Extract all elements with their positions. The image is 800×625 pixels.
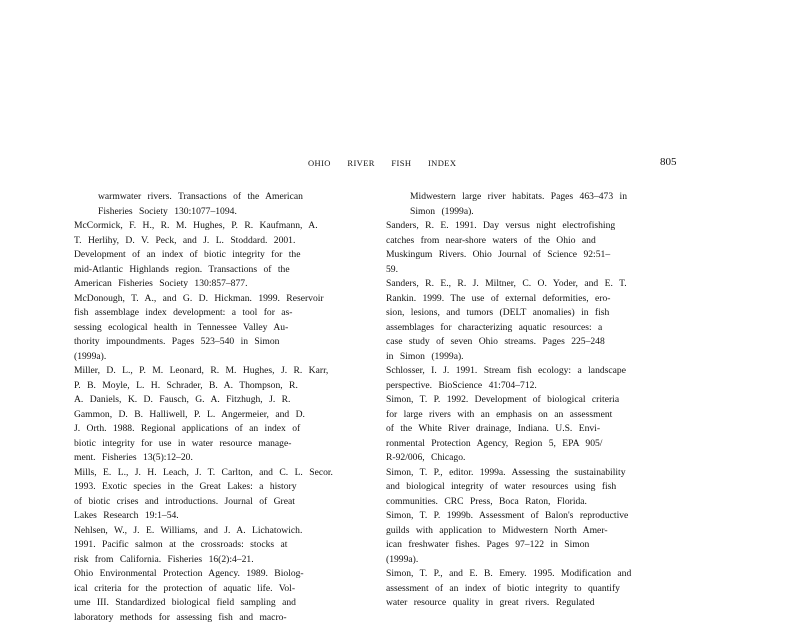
reference-line: for large rivers with an emphasis on an assessment — [410, 408, 662, 423]
reference-line: Simon, T. P. 1999b. Assessment of Balon's reproductive — [410, 509, 662, 524]
reference-line: ume III. Standardized biological field sampling and — [98, 596, 350, 611]
reference-line: (1999a). — [98, 350, 350, 365]
reference-entry — [386, 277, 662, 364]
reference-line: Miller, D. L., P. M. Leonard, R. M. Hughes, J. R. Karr, — [98, 364, 350, 379]
reference-line: McDonough, T. A., and G. D. Hickman. 1999. Reservoir — [98, 292, 350, 307]
reference-entry — [386, 364, 662, 393]
reference-line: 1991. Pacific salmon at the crossroads: stocks at — [98, 538, 350, 553]
reference-line: Schlosser, I. J. 1991. Stream fish ecology: a landscape — [410, 364, 662, 379]
reference-line: J. Orth. 1988. Regional applications of an index of — [98, 422, 350, 437]
reference-line: P. B. Moyle, L. H. Schrader, B. A. Thompson, R. — [98, 379, 350, 394]
reference-line: Simon, T. P., editor. 1999a. Assessing the sustainability — [410, 466, 662, 481]
reference-line: Sanders, R. E., R. J. Miltner, C. O. Yoder, and E. T. — [410, 277, 662, 292]
reference-line: Simon (1999a). — [410, 205, 662, 220]
reference-line: Simon, T. P., and E. B. Emery. 1995. Modification and — [410, 567, 662, 582]
reference-entry — [74, 567, 350, 625]
reference-line: water resource quality in great rivers. Regulated — [410, 596, 662, 611]
reference-entry — [74, 190, 350, 219]
reference-line: fish assemblage index development: a tool for as- — [98, 306, 350, 321]
reference-entry — [74, 466, 350, 524]
reference-line: 1993. Exotic species in the Great Lakes: a history — [98, 480, 350, 495]
reference-line: communities. CRC Press, Boca Raton, Florida. — [410, 495, 662, 510]
reference-line: guilds with application to Midwestern North Amer- — [410, 524, 662, 539]
page-number: 805 — [660, 156, 677, 168]
reference-line: R-92/006, Chicago. — [410, 451, 662, 466]
reference-line: Muskingum Rivers. Ohio Journal of Science 92:51– — [410, 248, 662, 263]
reference-entry — [386, 466, 662, 510]
reference-line: in Simon (1999a). — [410, 350, 662, 365]
reference-entry — [386, 393, 662, 466]
reference-line: 59. — [410, 263, 662, 278]
reference-line: Development of an index of biotic integrity for the — [98, 248, 350, 263]
reference-line: Lakes Research 19:1–54. — [98, 509, 350, 524]
references-right-column — [386, 190, 662, 611]
reference-line: (1999a). — [410, 553, 662, 568]
running-head: OHIO RIVER FISH INDEX — [308, 158, 456, 168]
reference-entry — [74, 219, 350, 292]
reference-line: Simon, T. P. 1992. Development of biological criteria — [410, 393, 662, 408]
reference-line: American Fisheries Society 130:857–877. — [98, 277, 350, 292]
reference-line: sessing ecological health in Tennessee Valley Au- — [98, 321, 350, 336]
reference-line: assessment of an index of biotic integrity to quantify — [410, 582, 662, 597]
reference-line: biotic integrity for use in water resource manage- — [98, 437, 350, 452]
reference-line: Rankin. 1999. The use of external deformities, ero- — [410, 292, 662, 307]
reference-line: Mills, E. L., J. H. Leach, J. T. Carlton, and C. L. Secor. — [98, 466, 350, 481]
reference-line: perspective. BioScience 41:704–712. — [410, 379, 662, 394]
reference-line: Fisheries Society 130:1077–1094. — [98, 205, 350, 220]
reference-entry — [386, 219, 662, 277]
references-left-column — [74, 190, 350, 625]
reference-line: Sanders, R. E. 1991. Day versus night electrofishing — [410, 219, 662, 234]
reference-line: laboratory methods for assessing fish and macro- — [98, 611, 350, 625]
reference-line: of the White River drainage, Indiana. U.S. Envi- — [410, 422, 662, 437]
reference-entry — [386, 509, 662, 567]
reference-line: assemblages for characterizing aquatic resources: a — [410, 321, 662, 336]
reference-line: case study of seven Ohio streams. Pages 225–248 — [410, 335, 662, 350]
reference-line: T. Herlihy, D. V. Peck, and J. L. Stoddard. 2001. — [98, 234, 350, 249]
reference-line: warmwater rivers. Transactions of the American — [98, 190, 350, 205]
reference-line: ronmental Protection Agency, Region 5, EPA 905/ — [410, 437, 662, 452]
reference-entry — [386, 190, 662, 219]
reference-line: A. Daniels, K. D. Fausch, G. A. Fitzhugh, J. R. — [98, 393, 350, 408]
reference-line: sion, lesions, and tumors (DELT anomalies) in fish — [410, 306, 662, 321]
reference-entry — [74, 524, 350, 568]
reference-line: thority impoundments. Pages 523–540 in Simon — [98, 335, 350, 350]
reference-line: mid-Atlantic Highlands region. Transactions of the — [98, 263, 350, 278]
reference-line: Midwestern large river habitats. Pages 463–473 in — [410, 190, 662, 205]
reference-line: risk from California. Fisheries 16(2):4–21. — [98, 553, 350, 568]
reference-line: ican freshwater fishes. Pages 97–122 in Simon — [410, 538, 662, 553]
reference-line: Ohio Environmental Protection Agency. 1989. Biolog- — [98, 567, 350, 582]
reference-line: of biotic crises and introductions. Journal of Great — [98, 495, 350, 510]
reference-line: ical criteria for the protection of aquatic life. Vol- — [98, 582, 350, 597]
reference-entry — [386, 567, 662, 611]
reference-line: catches from near-shore waters of the Ohio and — [410, 234, 662, 249]
reference-line: ment. Fisheries 13(5):12–20. — [98, 451, 350, 466]
reference-entry — [74, 292, 350, 365]
reference-line: Gammon, D. B. Halliwell, P. L. Angermeier, and D. — [98, 408, 350, 423]
reference-line: and biological integrity of water resources using fish — [410, 480, 662, 495]
reference-line: McCormick, F. H., R. M. Hughes, P. R. Kaufmann, A. — [98, 219, 350, 234]
reference-line: Nehlsen, W., J. E. Williams, and J. A. Lichatowich. — [98, 524, 350, 539]
reference-entry — [74, 364, 350, 466]
